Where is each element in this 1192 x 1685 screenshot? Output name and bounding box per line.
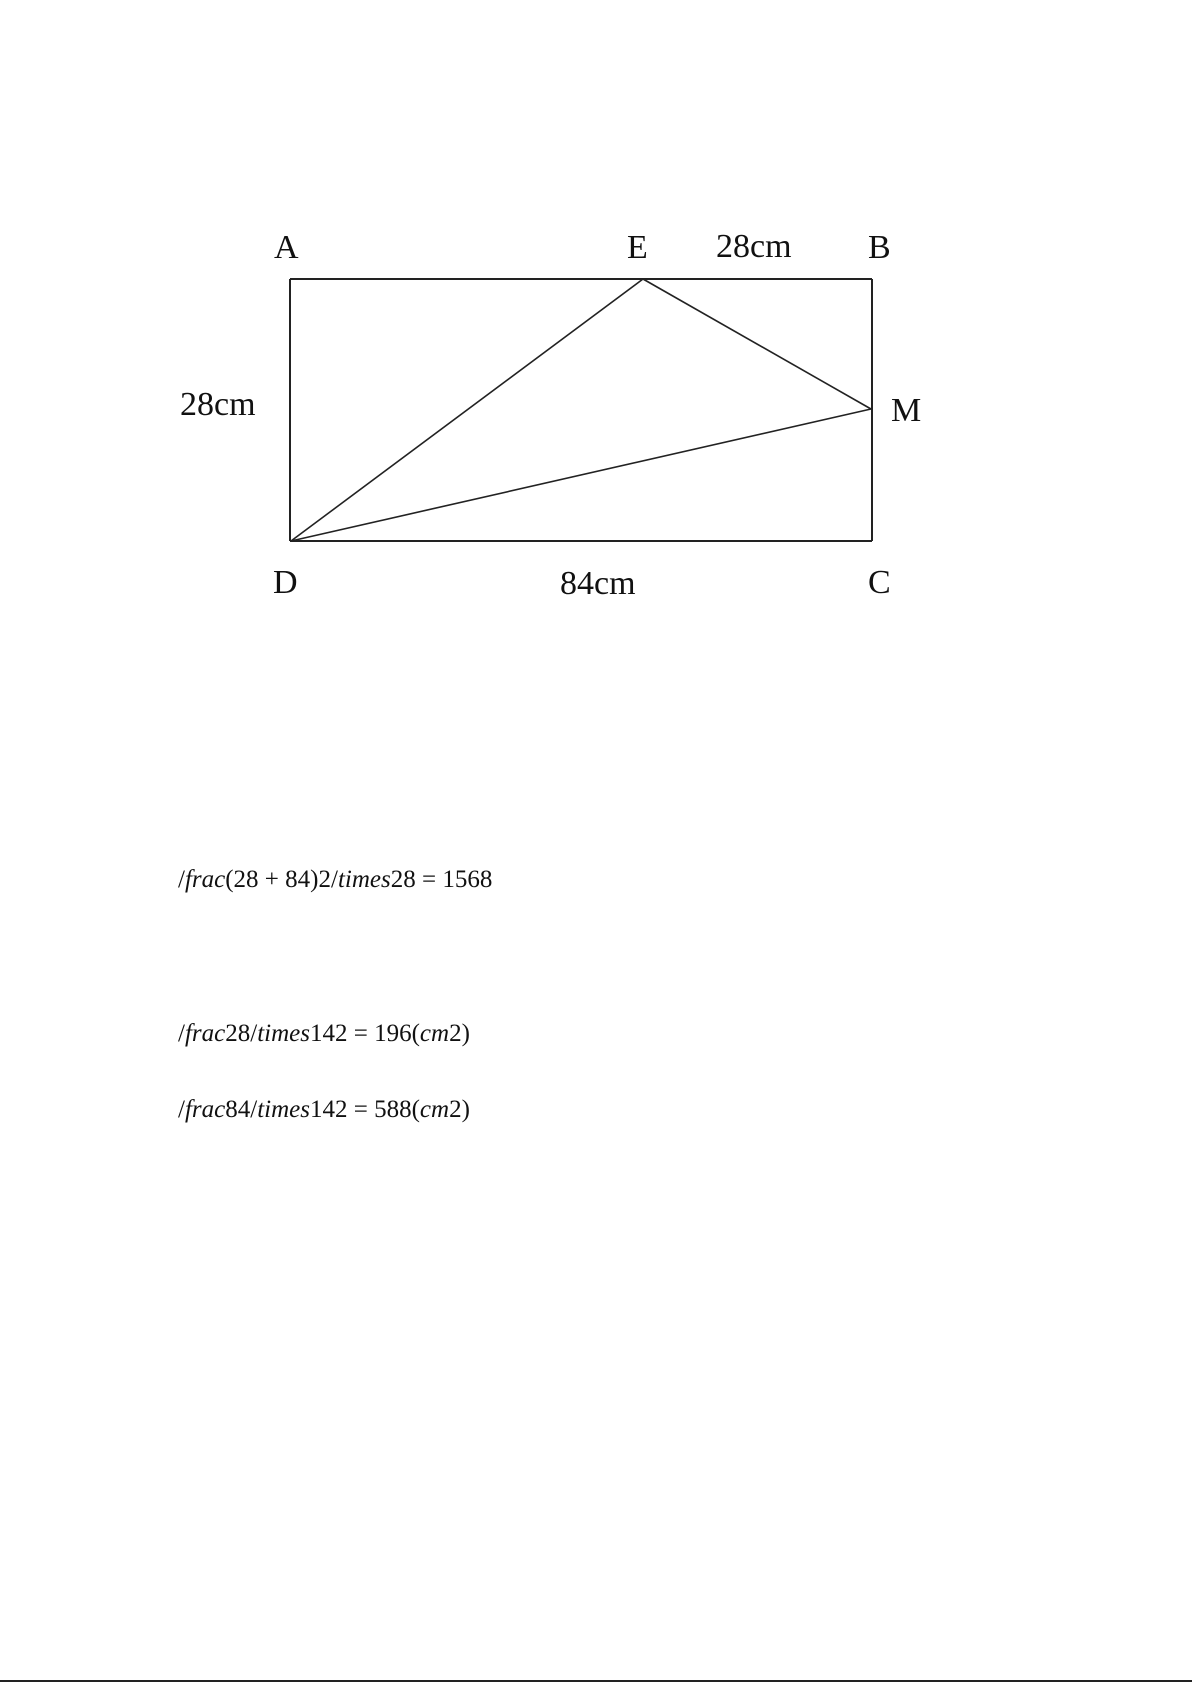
segment-dm [291,409,871,541]
length-label-ad: 28cm [180,386,256,423]
point-label-d: D [273,564,298,601]
length-label-dc: 84cm [560,565,636,602]
point-label-a: A [274,229,299,266]
point-label-e: E [627,229,648,266]
geometry-figure [0,0,1192,640]
formula-trapezoid-area: /frac(28 + 84)2/times28 = 1568 [178,866,493,893]
length-label-eb: 28cm [716,228,792,265]
point-label-b: B [868,229,891,266]
rectangle-abcd [290,279,872,541]
footer-rule [0,1680,1192,1682]
triangle-dem [291,279,871,541]
point-label-c: C [868,564,891,601]
formula-triangle-area-1: /frac28/times142 = 196(cm2) [178,1020,470,1047]
formula-triangle-area-2: /frac84/times142 = 588(cm2) [178,1096,470,1123]
segment-em [643,279,871,409]
point-label-m: M [891,392,922,429]
